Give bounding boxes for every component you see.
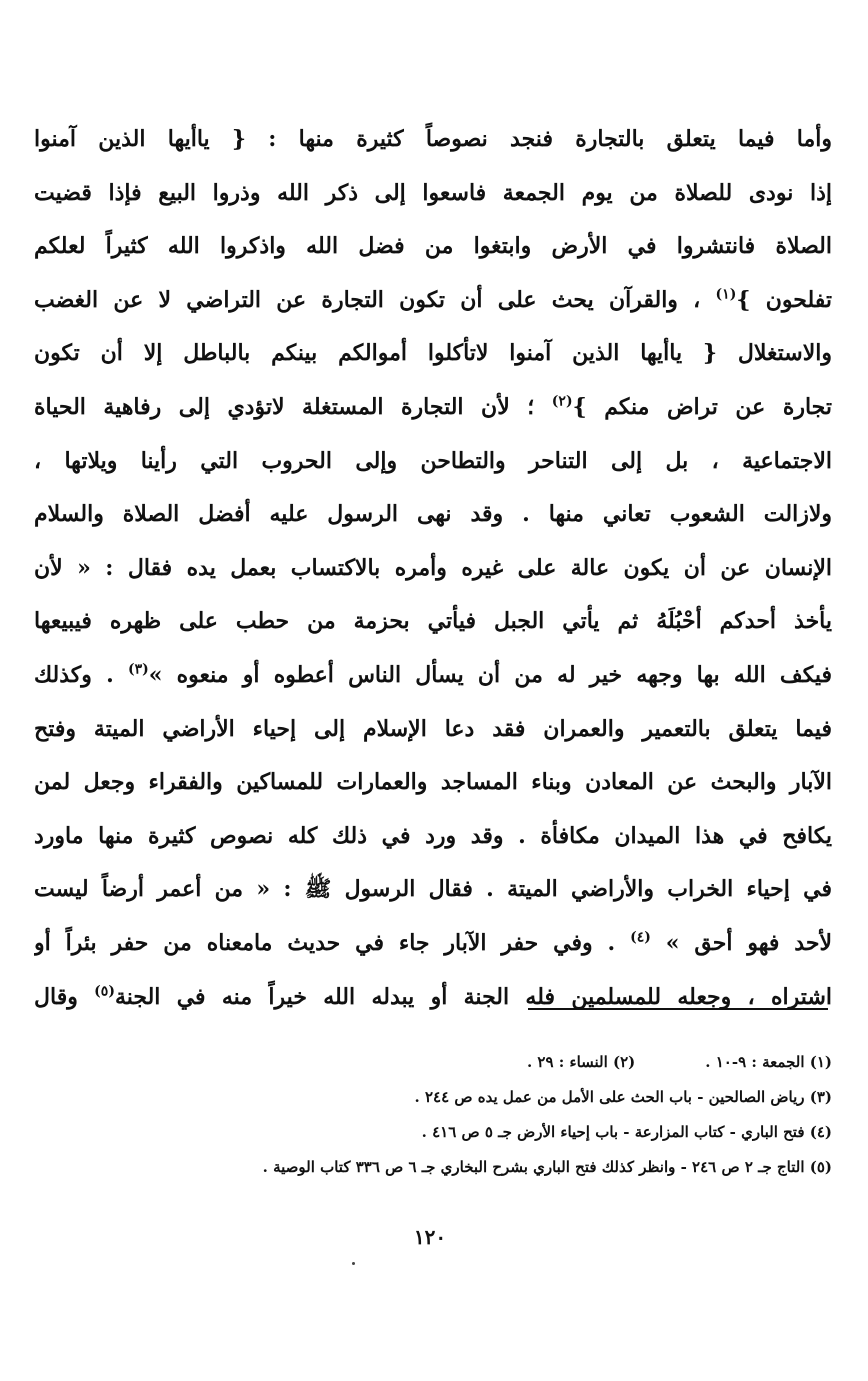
footnote-separator — [528, 1008, 828, 1010]
footnote-1: (١) الجمعة : ٩-١٠ . — [705, 1053, 832, 1071]
footnote-3: (٣) رياض الصالحين - باب الحث على الأمل من عمل يده ص ٢٤٤ . — [414, 1088, 832, 1106]
text-line: اشتراه ، وجعله للمسلمين فله الجنة أو يبدله الله خيراً منه في الجنة$^{(٥)}$ وقال — [34, 983, 832, 1010]
footnote-ref: (٥) — [94, 983, 115, 1000]
text-line: والاستغلال { ياأيها الذين آمنوا لاتأكلوا أموالكم بينكم بالباطل إلا أن تكون — [34, 340, 832, 367]
page-number: ١٢٠ — [413, 1225, 447, 1249]
footnote-row — [34, 1045, 832, 1080]
footnote-ref: (٣) — [127, 661, 149, 678]
text-line: فيكف الله بها وجهه خير له من أن يسأل الناس أعطوه أو منعوه »$^{(٣)}$ . وكذلك — [34, 661, 832, 688]
footnote-5: (٥) التاج جـ ٢ ص ٢٤٦ - وانظر كذلك فتح الباري بشرح البخاري جـ ٦ ص ٣٣٦ كتاب الوصية . — [262, 1158, 832, 1176]
text-line: يكافح في هذا الميدان مكافأة . وقد ورد في ذلك كله نصوص كثيرة منها ماورد — [34, 822, 832, 849]
text-line: وأما فيما يتعلق بالتجارة فنجد نصوصاً كثيرة منها : { ياأيها الذين آمنوا — [34, 126, 832, 152]
footnotes — [34, 1045, 832, 1185]
text-line: إذا نودى للصلاة من يوم الجمعة فاسعوا إلى ذكر الله وذروا البيع فإذا قضيت — [34, 179, 832, 206]
body-text — [34, 113, 832, 1024]
text-line: ولازالت الشعوب تعاني منها . وقد نهى الرسول عليه أفضل الصلاة والسلام — [34, 501, 832, 528]
text-line: لأحد فهو أحق » $^{(٤)}$ . وفي حفر الآبار جاء في حديث مامعناه من حفر بئراً أو — [34, 929, 832, 956]
text-line: في إحياء الخراب والأراضي الميتة . فقال الرسول ﷺ : « من أعمر أرضاً ليست — [34, 876, 832, 903]
scan-speck — [352, 1262, 355, 1265]
footnote-4: (٤) فتح الباري - كتاب المزارعة - باب إحياء الأرض جـ ٥ ص ٤١٦ . — [421, 1123, 832, 1141]
text-line: الصلاة فانتشروا في الأرض وابتغوا من فضل الله واذكروا الله كثيراً لعلكم — [34, 233, 832, 260]
text-line: الإنسان عن أن يكون عالة على غيره وأمره بالاكتساب بعمل يده فقال : « لأن — [34, 554, 832, 581]
footnote-ref: (١) — [715, 286, 737, 303]
footnote-ref: (٤) — [630, 929, 651, 946]
text-line: تفلحون }$^{(١)}$ ، والقرآن يحث على أن تكون التجارة عن التراضي لا عن الغضب — [34, 286, 832, 313]
footnote-ref: (٢) — [551, 393, 573, 410]
text-line: الاجتماعية ، بل إلى التناحر والتطاحن وإلى الحروب التي رأينا ويلاتها ، — [34, 447, 832, 474]
text-line: فيما يتعلق بالتعمير والعمران فقد دعا الإسلام إلى إحياء الأراضي الميتة وفتح — [34, 715, 832, 742]
footnote-2: (٢) النساء : ٢٩ . — [526, 1053, 636, 1071]
text-line: الآبار والبحث عن المعادن وبناء المساجد والعمارات للمساكين والفقراء وجعل لمن — [34, 769, 832, 796]
text-line: يأخذ أحدكم أحْبُلَهُ ثم يأتي الجبل فيأتي بحزمة من حطب على ظهره فيبيعها — [34, 608, 832, 635]
text-line: تجارة عن تراض منكم }$^{(٢)}$ ؛ لأن التجارة المستغلة لاتؤدي إلى رفاهية الحياة — [34, 393, 832, 420]
